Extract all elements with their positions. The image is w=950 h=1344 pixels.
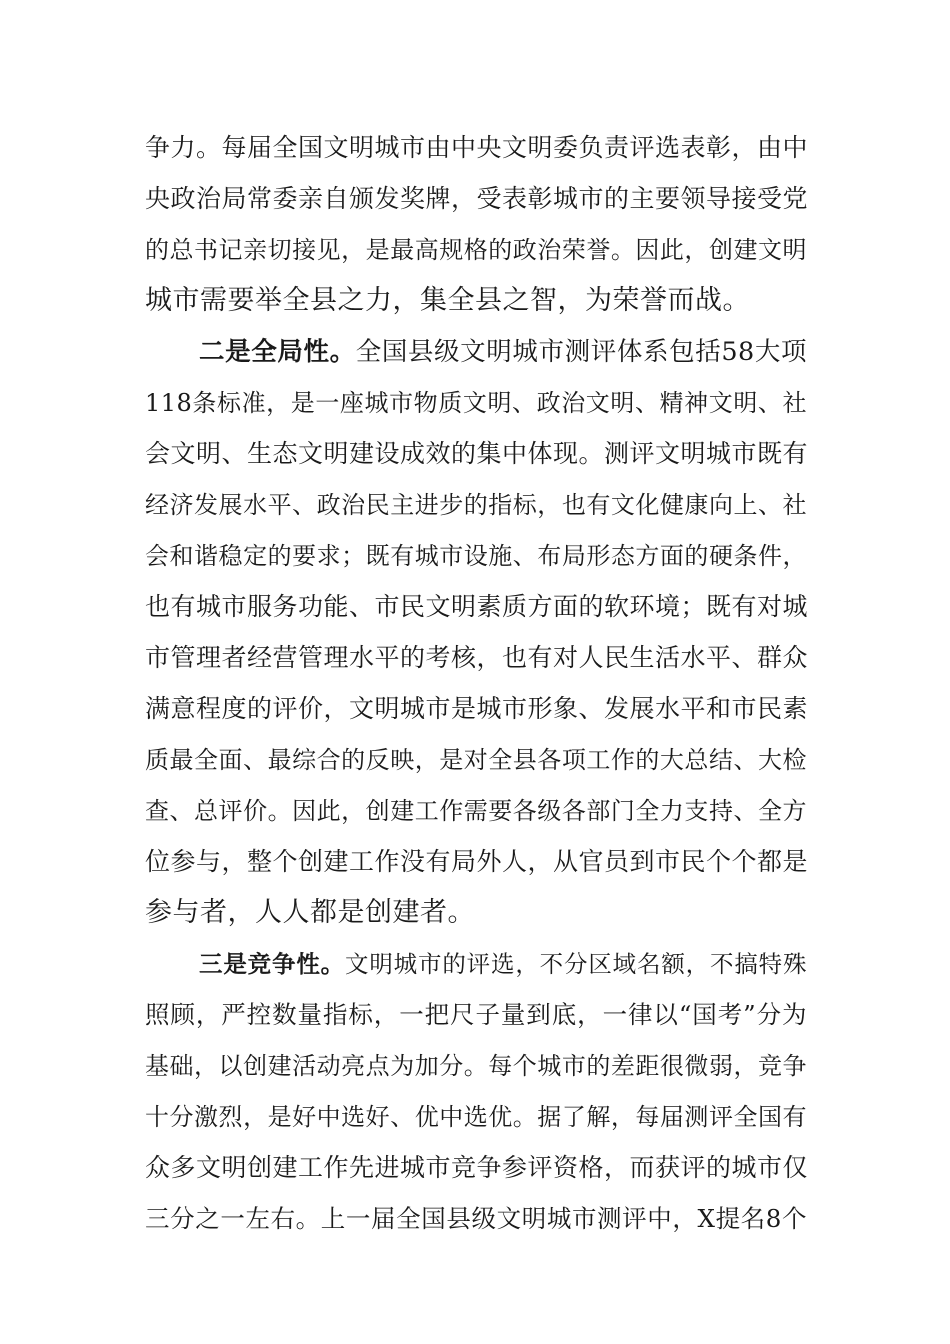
body-line: 会和谐稳定的要求；既有城市设施、布局形态方面的硬条件， (145, 542, 807, 570)
body-line: 市管理者经营管理水平的考核，也有对人民生活水平、群众 (145, 643, 809, 672)
body-line: 查、总评价。因此，创建工作需要各级各部门全力支持、全方 (145, 797, 807, 825)
body-line: 城市需要举全县之力，集全县之智，为荣誉而战。 (145, 285, 750, 316)
section-text: 文明城市的评选，不分区域名额，不搞特殊 (345, 950, 807, 978)
body-line: 参与者，人人都是创建者。 (145, 897, 475, 928)
body-line: 位参与，整个创建工作没有局外人，从官员到市民个个都是 (145, 847, 809, 876)
body-line: 的总书记亲切接见，是最高规格的政治荣誉。因此，创建文明 (145, 236, 807, 264)
body-line: 照顾，严控数量指标，一把尺子量到底，一律以“国考”分为 (145, 1000, 807, 1029)
body-line: 众多文明创建工作先进城市竞争参评资格，而获评的城市仅 (145, 1153, 809, 1182)
body-line: 满意程度的评价，文明城市是城市形象、发展水平和市民素 (145, 694, 809, 723)
body-line: 争力。每届全国文明城市由中央文明委负责评选表彰，由中 (145, 133, 809, 162)
section-heading: 二是全局性。 (199, 337, 356, 367)
body-line: 基础，以创建活动亮点为加分。每个城市的差距很微弱，竞争 (145, 1052, 807, 1080)
section-heading-line (199, 332, 807, 372)
body-line: 质最全面、最综合的反映，是对全县各项工作的大总结、大检 (145, 746, 807, 774)
body-line: 118条标准，是一座城市物质文明、政治文明、精神文明、社 (145, 389, 807, 417)
section-text: 全国县级文明城市测评体系包括58大项 (355, 337, 807, 367)
body-line: 十分激烈，是好中选好、优中选优。据了解，每届测评全国有 (145, 1103, 807, 1131)
section-heading: 三是竞争性。 (199, 950, 345, 978)
body-line: 也有城市服务功能、市民文明素质方面的软环境；既有对城 (145, 592, 809, 621)
body-line: 会文明、生态文明建设成效的集中体现。测评文明城市既有 (145, 439, 809, 468)
body-line: 央政治局常委亲自颁发奖牌，受表彰城市的主要领导接受党 (145, 184, 809, 213)
body-line: 三分之一左右。上一届全国县级文明城市测评中，X提名8个 (145, 1204, 807, 1233)
body-line: 经济发展水平、政治民主进步的指标，也有文化健康向上、社 (145, 491, 807, 519)
section-heading-line (199, 944, 807, 984)
